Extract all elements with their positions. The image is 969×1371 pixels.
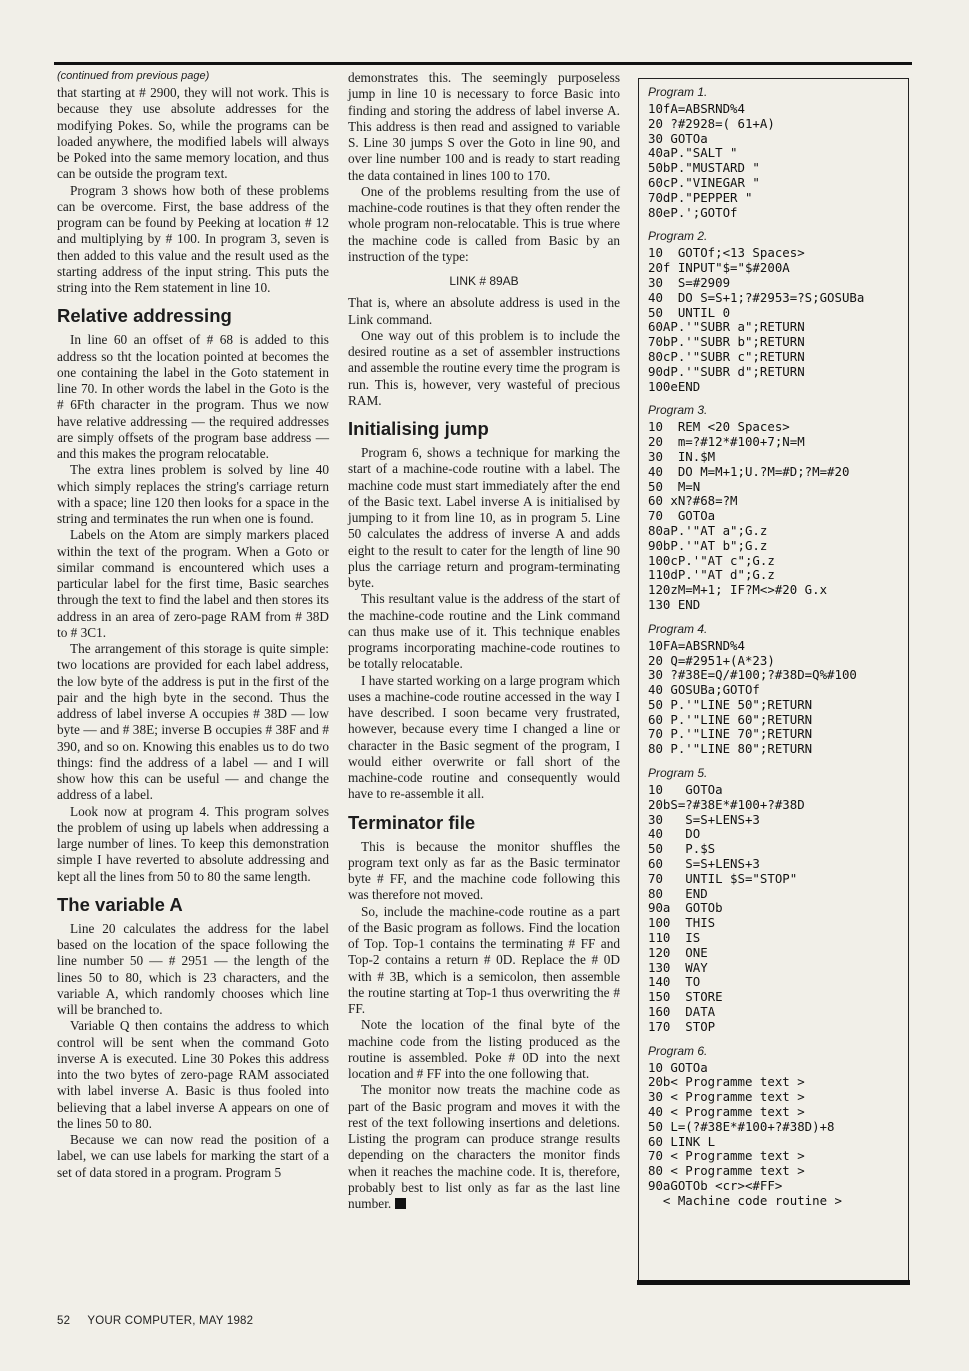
code-line: 30 < Programme text >: [648, 1089, 805, 1105]
code-line: 40 DO S=S+1;?#2953=?S;GOSUBa: [648, 289, 865, 305]
code-line: 20 Q=#2951+(A*23): [648, 652, 775, 668]
program-title: Program 1.: [648, 85, 708, 99]
paragraph: Program 3 shows how both of these problems can be overcome. First, the base address of the program can be found by Peeking at location # 12 and multiplying by # 100. In program 3, seven is then added to this value and the result used as the starting address of the input string. This puts the string into the Rem statement in line 10.: [57, 182, 329, 295]
program-listing: [648, 403, 908, 612]
magazine-issue: YOUR COMPUTER, MAY 1982: [87, 1315, 254, 1327]
code-line: 80 END: [648, 885, 708, 901]
code-line: 10fA=ABSRND%4: [648, 101, 745, 116]
code-line: 50bP."MUSTARD ": [648, 160, 760, 176]
page-number: 52: [57, 1315, 71, 1327]
top-rule: [54, 62, 912, 65]
code-line: 20 ?#2928=( 61+A): [648, 115, 775, 131]
section-heading: Terminator file: [348, 811, 476, 833]
paragraph: In line 60 an offset of # 68 is added to this address so tht the location pointed at becomes the one containing the label in the Goto statement in line 70. In other words the label in the Goto is the # 6Fth character in the program. Thus we now have relative addressing — the required addresses are simply offsets of the program base address — and this makes the program relocatable.: [57, 332, 329, 461]
paragraph: Line 20 calculates the address for the label based on the location of the space following the line number 50 — # 2951 — the length of the lines 50 to 80, which is 23 characters, and the variable A, which randomly chooses which line will be branched to.: [57, 920, 329, 1017]
code-line: 150 STORE: [648, 989, 723, 1005]
code-line: 30 S=#2909: [648, 274, 731, 290]
code-line: 110 IS: [648, 930, 701, 946]
code-line: 60AP.'"SUBR a";RETURN: [648, 319, 805, 335]
paragraph: The arrangement of this storage is quite simple: two locations are provided for each label address, the low byte of the address is put in the first of the pair and the high byte in the second. Thus the address of label inverse A occupies # 38D — low byte — and # 38E; inverse B occupies # 38F and # 390, and so on. Knowing this enables us to do two things: find the address of a label — and I will show how this can be useful — and change the address of a label.: [57, 641, 329, 803]
program-title: Program 2.: [648, 229, 708, 244]
paragraph-text: The monitor now treats the machine code as part of the Basic program and moves it with the rest of the text following insertions and deletions. Listing the program can produce strange results depending on the characters the monitor finds when it reaches the machine code. It is, therefore, probably best to list only as far as the last line number.: [348, 1082, 620, 1211]
code-line: 40 DO: [648, 826, 701, 842]
code-line: 60 P.'"LINE 60";RETURN: [648, 711, 813, 727]
program-listings-box: [638, 78, 909, 1283]
code-line: 40aP."SALT ": [648, 145, 738, 161]
code-line: 70 < Programme text >: [648, 1148, 805, 1164]
code-line: 20f INPUT"$="$#200A: [648, 260, 790, 276]
code-line: 10FA=ABSRND%4: [648, 637, 745, 653]
code-line: 60 LINK L: [648, 1133, 716, 1149]
code-line: 50 P.'"LINE 50";RETURN: [648, 696, 813, 712]
code-line: 10 REM <20 Spaces>: [648, 419, 790, 435]
code-line: 70 P.'"LINE 70";RETURN: [648, 726, 813, 742]
code-line: 50 M=N: [648, 478, 701, 494]
paragraph: The extra lines problem is solved by line 40 which simply replaces the string's carriage return with a space; line 120 then looks for a space in the string and terminates the run when one is found.: [57, 462, 329, 526]
paragraph: Because we can now read the position of a label, we can use labels for marking the start of a set of data stored in a program. Program 5: [57, 1132, 329, 1180]
end-mark-icon: [395, 1198, 406, 1209]
code-line: 10 GOTOa: [648, 782, 723, 798]
paragraph: This resultant value is the address of the start of the machine-code routine and the Link command can thus make use of it. This technique enables programs incorporating machine-code routines to be totally relocatable.: [348, 591, 620, 672]
continued-note: (continued from previous page): [57, 70, 210, 82]
program-title: Program 3.: [648, 403, 708, 418]
code-line: 20bS=?#38E*#100+?#38D: [648, 796, 805, 812]
paragraph: So, include the machine-code routine as a part of the Basic program as follows. Find the location of Top. Top-1 contains the terminating # FF and Top-2 contains a return # 0D. Replace the # 0D with # 3B, which is a semicolon, then assemble the routine starting at Top-1 thus overwriting the # FF.: [348, 903, 620, 1016]
code-line: 70 GOTOa: [648, 508, 716, 524]
paragraph: That is, where an absolute address is used in the Link command.: [348, 295, 620, 327]
paragraph: [348, 1082, 620, 1212]
code-line: 20b< Programme text >: [648, 1074, 805, 1090]
program-title: Program 5.: [648, 766, 708, 781]
listing-bottom-bar: [637, 1280, 910, 1285]
paragraph: Look now at program 4. This program solves the problem of using up labels when addressing a large number of lines. To keep this demonstration simple I have reverted to absolute addressing and kept all the lines from 50 to 80 the same length.: [57, 803, 329, 884]
code-line: 130 WAY: [648, 959, 708, 975]
code-line: 30 IN.$M: [648, 448, 716, 464]
code-line: 10 GOTOf;<13 Spaces>: [648, 245, 805, 261]
code-line: 40 DO M=M+1;U.?M=#D;?M=#20: [648, 463, 850, 479]
code-line: 90bP.'"AT b";G.z: [648, 537, 768, 553]
paragraph: This is because the monitor shuffles the program text only as far as the Basic terminator byte # FF, and the machine code following this was therefore not moved.: [348, 838, 620, 903]
paragraph: demonstrates this. The seemingly purposeless jump in line 10 is necessary to force Basic into finding and storing the address of label inverse A. This address is then read and assigned to variable S. Line 30 jumps S over the Goto in line 90, and over line number 100 and is ready to start reading the data contained in lines 100 to 170.: [348, 70, 620, 183]
paragraph: One of the problems resulting from the use of machine-code routines is that they often render the whole program non-relocatable. This is true where the machine code is called from Basic by an instruction of the type:: [348, 183, 620, 264]
paragraph: Variable Q then contains the address to which control will be sent when the command Goto inverse A is executed. Line 30 Pokes this address into the two bytes of zero-page RAM associated with label inverse A. Basic is thus fooled into believing that a label inverse A appears on one of the lines 50 to 80.: [57, 1018, 329, 1131]
code-line: 40 < Programme text >: [648, 1104, 805, 1120]
code-line: 120 ONE: [648, 944, 708, 960]
page-footer: [57, 1315, 267, 1327]
program-listing: [648, 229, 908, 394]
section-heading: Initialising jump: [348, 418, 489, 439]
program-title: Program 6.: [648, 1043, 708, 1058]
code-line: 10 GOTOa: [648, 1059, 708, 1075]
code-line: 90dP.'"SUBR d";RETURN: [648, 363, 805, 379]
code-line: 130 END: [648, 596, 701, 612]
code-line: 120zM=M+1; IF?M<>#20 G.x: [648, 582, 828, 598]
code-line: 60 S=S+LENS+3: [648, 856, 760, 872]
code-line: 40 GOSUBa;GOTOf: [648, 682, 760, 698]
code-line: 50 P.$S: [648, 841, 716, 857]
code-line: 30 ?#38E=Q/#100;?#38D=Q%#100: [648, 667, 857, 683]
code-line: 30 GOTOa: [648, 130, 708, 146]
code-line: 80 P.'"LINE 80";RETURN: [648, 741, 813, 757]
code-line: 50 UNTIL 0: [648, 304, 731, 320]
code-line: 100cP.'"AT c";G.z: [648, 552, 775, 568]
code-line: 90aGOTOb <cr><#FF>: [648, 1178, 783, 1193]
code-line: 70bP.'"SUBR b";RETURN: [648, 334, 805, 350]
code-line: 80 < Programme text >: [648, 1163, 805, 1179]
program-listing: [648, 766, 908, 1035]
link-example: LINK # 89AB: [449, 274, 519, 288]
code-line: 140 TO: [648, 974, 701, 990]
section-heading: The variable A: [57, 893, 183, 915]
code-line: 110dP.'"AT d";G.z: [648, 567, 775, 583]
code-line: 90a GOTOb: [648, 900, 723, 916]
paragraph: Note the location of the final byte of the machine code from the listing produced as the routine is assembled. Poke # 0D into the next location and # FF into the one following that.: [348, 1017, 620, 1081]
program-listing: [648, 1044, 908, 1209]
article-column-1: [57, 70, 329, 1181]
code-line: 100 THIS: [648, 915, 716, 931]
code-line: 70dP."PEPPER ": [648, 189, 753, 205]
code-line: 60cP."VINEGAR ": [648, 174, 760, 190]
paragraph: One way out of this problem is to include the desired routine as a set of assembler instructions and assemble the routine every time the program is run. This is, however, very wasteful of precious RAM.: [348, 327, 620, 408]
code-line: 170 STOP: [648, 1018, 716, 1034]
code-line: 160 DATA: [648, 1004, 716, 1020]
code-line: 30 S=S+LENS+3: [648, 811, 760, 827]
paragraph: I have started working on a large program which uses a machine-code routine accessed in the way I have described. I soon became very frustrated, however, because every time I changed a line or character in the Basic segment of the program, I would either overwrite or fall short of the machine-code routine and consequently would have to re-assemble it all.: [348, 672, 620, 802]
code-line: 60 xN?#68=?M: [648, 493, 738, 509]
code-line: 80cP.'"SUBR c";RETURN: [648, 348, 805, 364]
code-line: 70 UNTIL $S="STOP": [648, 870, 798, 886]
code-line: 20 m=?#12*#100+7;N=M: [648, 434, 805, 450]
paragraph: Program 6, shows a technique for marking the start of a machine-code routine with a label. The machine code must start immediately after the end of the Basic text. Label inverse A is initialised by jumping to it from line 10, as in program 5. Line 50 calculates the address of inverse A and adds eight to the result to cater for the length of line 90 plus the carriage return and program-terminating byte.: [348, 445, 620, 590]
program-title: Program 4.: [648, 621, 708, 636]
section-heading: Relative addressing: [57, 305, 232, 327]
code-line: 50 L=(?#38E*#100+?#38D)+8: [648, 1118, 835, 1134]
program-listing: [648, 622, 908, 757]
paragraph: that starting at # 2900, they will not work. This is because they use absolute addresses for the modifying Pokes. So, while the programs can be loaded anywhere, the modified labels will always be Poked into the same memory location, and thus can be outside the program text.: [57, 85, 329, 182]
paragraph: Labels on the Atom are simply markers placed within the text of the program. When a Goto or similar command is encountered which uses a particular label for the first time, Basic searches through the text to find the label and then stores its address in an area of zero-page RAM from # 38D to # 3C1.: [57, 527, 329, 640]
code-line: 80eP.';GOTOf: [648, 204, 738, 220]
code-line: 80aP.'"AT a";G.z: [648, 522, 768, 538]
program-listing: [648, 85, 908, 220]
code-line: < Machine code routine >: [648, 1192, 842, 1208]
article-column-2: [348, 70, 620, 1212]
code-line: 100eEND: [648, 378, 701, 394]
